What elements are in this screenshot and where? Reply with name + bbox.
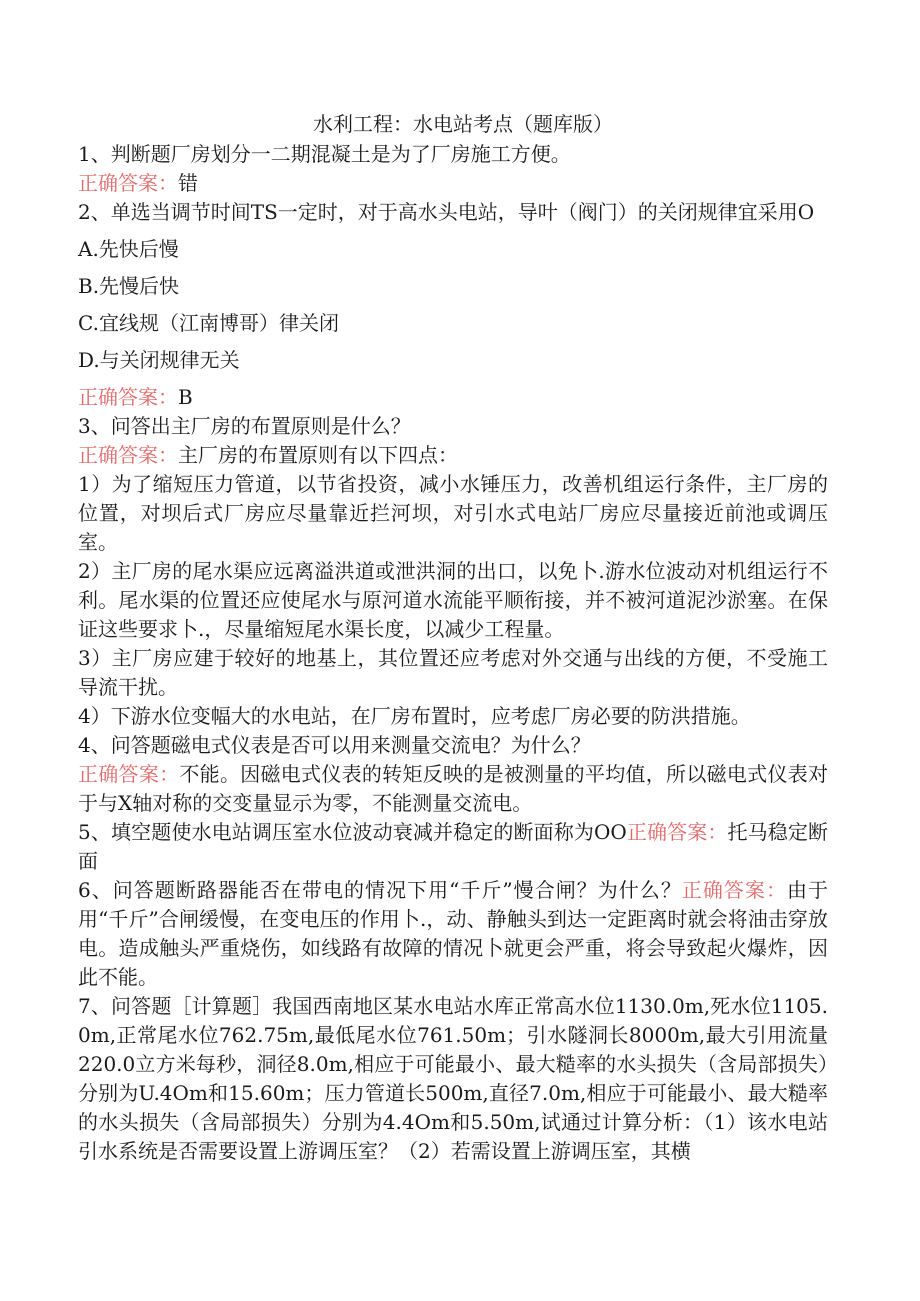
question-text: 6、问答题断路器能否在带电的情况下用“千斤”慢合闸？为什么？ xyxy=(78,878,682,902)
answer-3-point-1: 1）为了缩短压力管道，以节省投资，减小水锤压力，改善机组运行条件，主厂房的位置，对坝后式厂房应尽量靠近拦河坝，对引水式电站厂房应尽量接近前池或调压室。 xyxy=(78,472,828,554)
option-c: C.宜线规（江南博哥）律关闭 xyxy=(78,311,339,335)
answer-label: 正确答案： xyxy=(78,762,180,786)
answer-4 xyxy=(78,760,828,818)
question-4: 4、问答题磁电式仪表是否可以用来测量交流电？为什么？ xyxy=(78,733,591,757)
answer-label: 正确答案： xyxy=(681,878,787,902)
answer-text: 由于用“千斤”合闸缓慢，在变电压的作用卜.，动、静触头到达一定距离时就会将油击穿放电。造成触头严重烧伤，如线路有故障的情况卜就更会严重，将会导致起火爆炸，因此不能。 xyxy=(78,878,829,989)
question-1: 1、判断题厂房划分一二期混凝土是为了厂房施工方便。 xyxy=(78,142,571,166)
option-a: A.先快后慢 xyxy=(78,237,179,261)
answer-3-point-2: 2）主厂房的尾水渠应远离溢洪道或泄洪洞的出口，以免卜.游水位波动对机组运行不利。尾水渠的位置还应使尾水与原河道水流能平顺衔接，并不被河道泥沙淤塞。在保证这些要求卜.，尽量缩短尾水渠长度，以减少工程量。 xyxy=(78,559,828,641)
question-3: 3、问答出主厂房的布置原则是什么？ xyxy=(78,414,411,438)
question-text: 5、填空题使水电站调压室水位波动衰减并稳定的断面称为OO xyxy=(78,820,627,844)
answer-text: 托马稳定断面 xyxy=(78,820,828,873)
question-7: 7、问答题［计算题］我国西南地区某水电站水库正常高水位1130.0m,死水位1105.0m,正常尾水位762.75m,最低尾水位761.50m；引水隧洞长8000m,最大引用流量220.0立方米每秒，洞径8.0m,相应于可能最小、最大糙率的水头损失（含局部损失）分别为U.4Om和15.60m；压力管道长500m,直径7.0m,相应于可能最小、最大糙率的水头损失（含局部损失）分别为4.4Om和5.50m,试通过计算分析：（1）该水电站引水系统是否需要设置上游调压室？（2）若需设置上游调压室，其横 xyxy=(78,994,828,1163)
answer-label: 正确答案： xyxy=(78,385,178,409)
answer-label: 正确答案： xyxy=(626,820,728,844)
answer-2 xyxy=(78,383,828,412)
option-b: B.先慢后快 xyxy=(78,274,180,298)
answer-label: 正确答案： xyxy=(78,171,178,195)
answer-text: 错 xyxy=(178,171,198,195)
answer-text: B xyxy=(178,385,193,409)
document-title: 水利工程：水电站考点（题库版） xyxy=(313,112,613,136)
question-5 xyxy=(78,818,828,876)
question-2: 2、单选当调节时间TS一定时，对于高水头电站，导叶（阀门）的关闭规律宜采用O xyxy=(78,200,815,224)
answer-3-point-3: 3）主厂房应建于较好的地基上，其位置还应考虑对外交通与出线的方便，不受施工导流干扰。 xyxy=(78,646,828,699)
answer-1 xyxy=(78,169,828,198)
answer-text: 主厂房的布置原则有以下四点： xyxy=(178,443,458,467)
option-d: D.与关闭规律无关 xyxy=(78,348,240,372)
document-page xyxy=(78,108,828,1166)
answer-3 xyxy=(78,441,828,470)
answer-label: 正确答案： xyxy=(78,443,178,467)
answer-3-point-4: 4）下游水位变幅大的水电站，在厂房布置时，应考虑厂房必要的防洪措施。 xyxy=(78,704,751,728)
answer-text: 不能。因磁电式仪表的转矩反映的是被测量的平均值，所以磁电式仪表对于与X轴对称的交变量显示为零，不能测量交流电。 xyxy=(78,762,829,815)
question-6 xyxy=(78,876,828,992)
